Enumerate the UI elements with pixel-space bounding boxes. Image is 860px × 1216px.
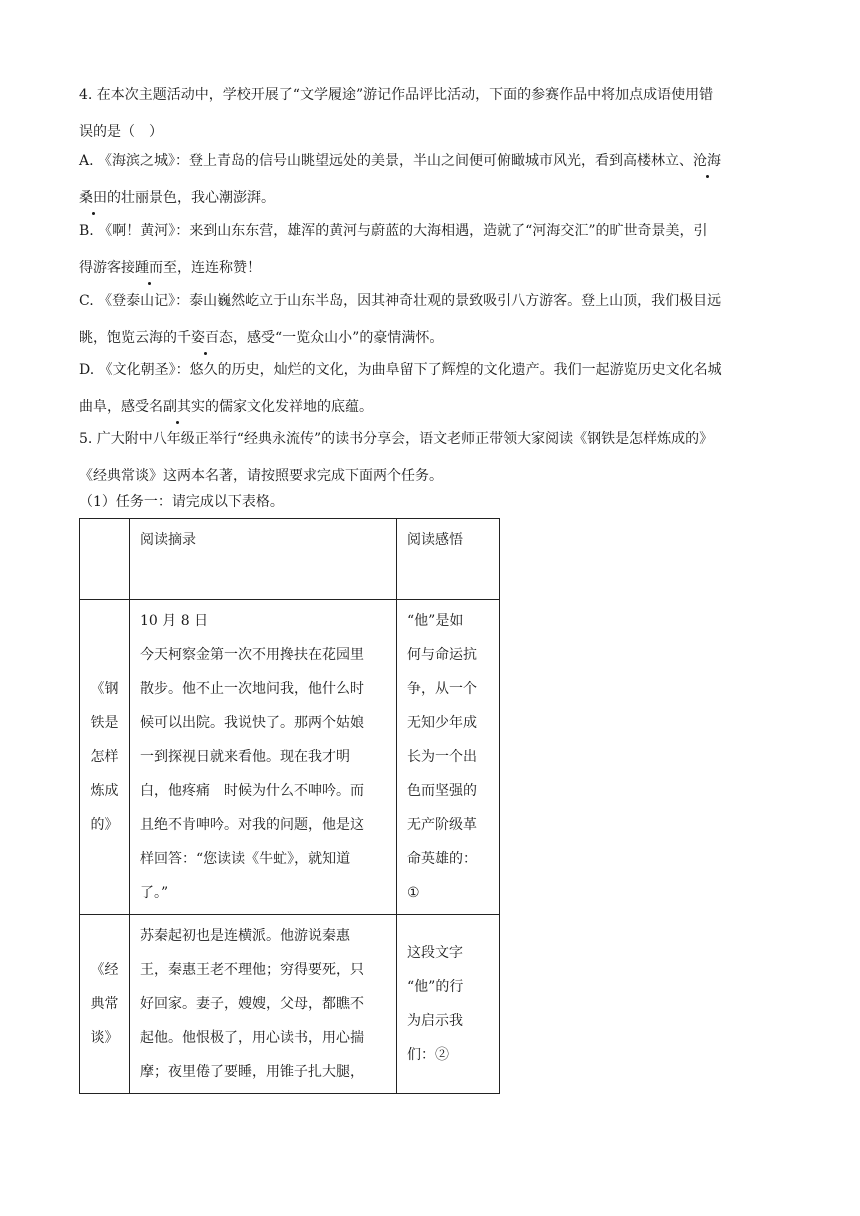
excerpt-line: 一到探视日就来看他。现在我才明	[140, 749, 350, 765]
excerpt-cell	[130, 600, 397, 915]
option-a-text: A. 《海滨之城》：登上青岛的信号山眺望远处的美景，半山之间便可俯瞰城市风光，看到高楼林立、	[79, 153, 694, 169]
book-title-line: 炼成	[90, 783, 119, 799]
insight-line: 这段文字	[407, 945, 463, 961]
book-title-line: 典常	[90, 996, 119, 1012]
book-title-line: 《钢	[90, 681, 119, 697]
option-b-line-1: B. 《啊！黄河》：来到山东东营，雄浑的黄河与蔚蓝的大海相遇，造就了“河海交汇”的旷世奇景美，引	[79, 223, 708, 239]
header-insight: 阅读感悟	[407, 532, 463, 548]
option-c-line-1: C. 《登泰山记》：泰山巍然屹立于山东半岛，因其神奇壮观的景致吸引八方游客。登上山顶，我们极目远	[79, 293, 722, 309]
insight-line: 何与命运抗	[407, 647, 477, 663]
insight-line: 争，从一个	[407, 681, 477, 697]
book-title-line: 怎样	[90, 749, 119, 765]
book-title-line: 的》	[90, 817, 119, 833]
excerpt-line: 10 月 8 日	[140, 613, 209, 629]
table-row	[80, 915, 500, 1094]
insight-line: 色而坚强的	[407, 783, 477, 799]
excerpt-line: 样回答：“您读读《牛虻》，就知道	[140, 851, 351, 867]
question-5-stem-line-1: 5. 广大附中八年级正举行“经典永流传”的读书分享会，语文老师正带领大家阅读《钢铁是怎样炼成的》	[79, 431, 714, 447]
question-5-stem-line-2: 《经典常谈》这两本名著，请按照要求完成下面两个任务。	[79, 468, 443, 484]
option-c	[79, 283, 784, 357]
insight-line: “他”的行	[407, 979, 464, 995]
insight-line: “他”是如	[407, 613, 464, 629]
table-header-row	[80, 519, 500, 600]
task-1-label: （1）任务一：请完成以下表格。	[79, 494, 284, 510]
table-row	[80, 600, 500, 915]
insight-cell	[397, 600, 500, 915]
excerpt-line: 散步。他不止一次地问我，他什么时	[140, 681, 364, 697]
insight-cell	[397, 915, 500, 1094]
option-a-dotted-idiom-part2: 桑田	[79, 180, 107, 217]
insight-line: 为启示我	[407, 1013, 463, 1029]
header-blank-cell	[80, 519, 130, 600]
excerpt-line: 候可以出院。我说快了。那两个姑娘	[140, 715, 364, 731]
question-4-stem-line-1: 4. 在本次主题活动中，学校开展了“文学履途”游记作品评比活动，下面的参赛作品中将加点成语使用错	[79, 87, 714, 103]
excerpt-line: 摩；夜里倦了要睡，用锥子扎大腿，	[140, 1064, 364, 1080]
option-d-line-1: D. 《文化朝圣》：悠久的历史，灿烂的文化，为曲阜留下了辉煌的文化遗产。我们一起游览历史文化名城	[79, 362, 722, 378]
option-b-dotted-idiom: 接踵而至	[121, 250, 177, 287]
book-title-line: 谈》	[90, 1030, 119, 1046]
excerpt-line: 且绝不肯呻吟。对我的问题，他是这	[140, 817, 364, 833]
header-excerpt: 阅读摘录	[140, 532, 196, 548]
option-c-text-end: ，感受“一览众山小”的豪情满怀。	[233, 330, 444, 346]
option-c-dotted-idiom: 千姿百态	[177, 320, 233, 357]
excerpt-line: 苏秦起初也是连横派。他游说秦惠	[140, 928, 350, 944]
option-b	[79, 213, 784, 287]
insight-line: 长为一个出	[407, 749, 477, 765]
question-4	[79, 77, 784, 151]
option-d	[79, 352, 784, 426]
excerpt-line: 好回家。妻子，嫂嫂，父母，都瞧不	[140, 996, 364, 1012]
excerpt-line: 起他。他恨极了，用心读书，用心揣	[140, 1030, 364, 1046]
excerpt-line: 今天柯察金第一次不用搀扶在花园里	[140, 647, 364, 663]
reading-table	[79, 518, 500, 1094]
option-a	[79, 143, 784, 217]
excerpt-cell	[130, 915, 397, 1094]
excerpt-line: 了。”	[140, 885, 169, 901]
option-b-text: 得游客	[79, 260, 121, 276]
excerpt-line: 白，他疼痛 时候为什么不呻吟。而	[140, 783, 364, 799]
insight-line: 无知少年成	[407, 715, 477, 731]
option-d-text: 曲阜，感受	[79, 399, 149, 415]
question-4-stem-line-2: 误的是（ ）	[79, 124, 163, 140]
insight-line: 命英雄的：	[407, 851, 477, 867]
insight-line: 无产阶级革	[407, 817, 477, 833]
insight-blank-2: 们：②	[407, 1047, 449, 1063]
book-title-cell	[80, 915, 130, 1094]
insight-blank-1: ①	[407, 885, 420, 901]
option-a-dotted-idiom-part1: 沧海	[693, 143, 721, 180]
excerpt-line: 王，秦惠王老不理他；穷得要死，只	[140, 962, 364, 978]
option-a-text-end: 的壮丽景色，我心潮澎湃。	[107, 190, 275, 206]
book-title-line: 《经	[90, 962, 119, 978]
book-title-cell	[80, 600, 130, 915]
option-d-dotted-idiom: 名副其实	[149, 389, 205, 426]
option-c-text: 眺，饱览云海的	[79, 330, 177, 346]
book-title-line: 铁是	[90, 715, 119, 731]
option-d-text-end: 的儒家文化发祥地的底蕴。	[205, 399, 373, 415]
option-b-text-end: ，连连称赞！	[177, 260, 261, 276]
